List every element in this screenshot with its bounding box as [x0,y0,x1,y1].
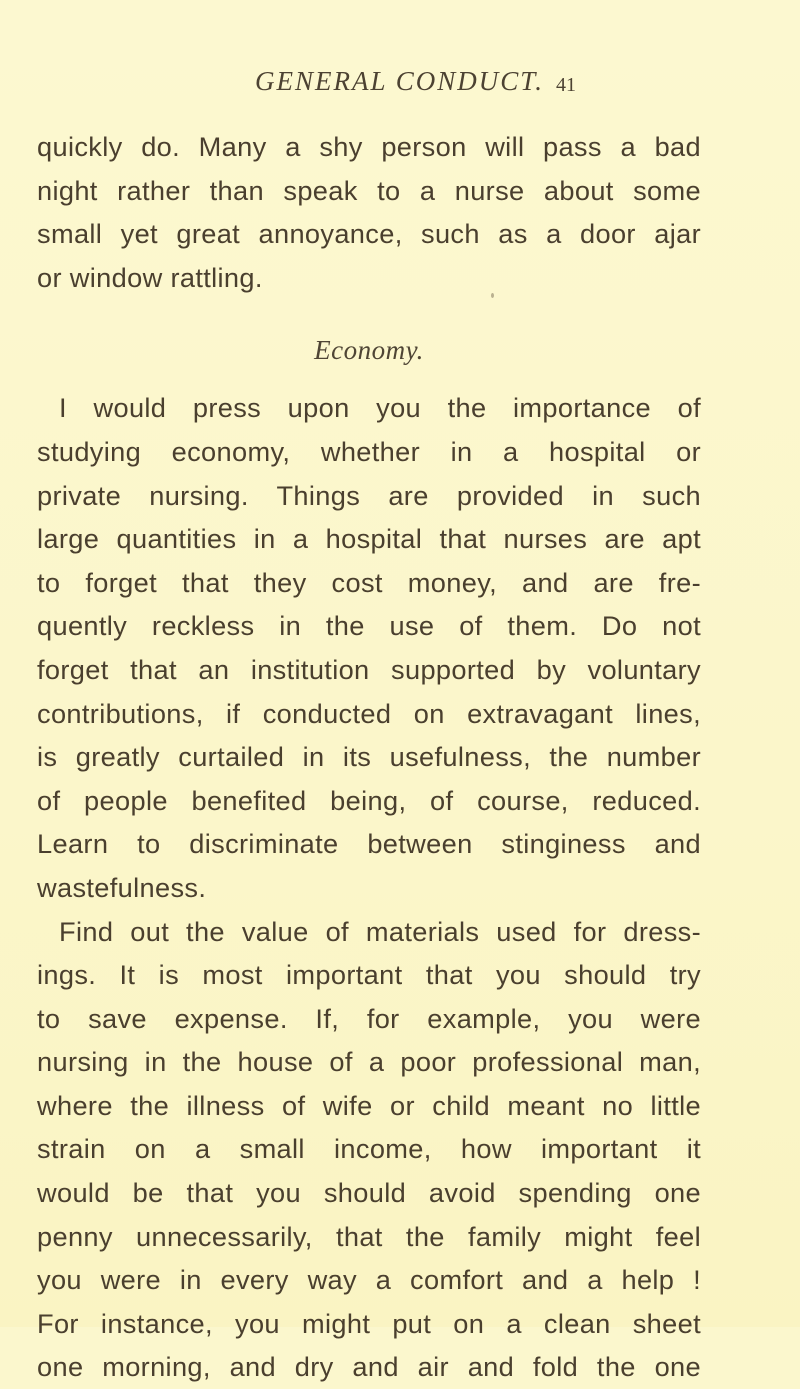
text-line: I would press upon you the importance of [37,386,701,430]
text-line: nursing in the house of a poor professional man, [37,1040,701,1084]
text-line: wastefulness. [37,866,701,910]
paragraph-economy [37,386,701,909]
text-line: studying economy, whether in a hospital or [37,430,701,474]
text-line: quickly do. Many a shy person will pass a bad [37,125,701,169]
text-line: ings. It is most important that you should try [37,953,701,997]
running-head [0,66,800,106]
paragraph-dressings [37,910,701,1389]
section-heading-row [37,299,701,386]
paragraph-continued [37,125,701,299]
text-line: Find out the value of materials used for dress- [37,910,701,954]
page-number: 41 [556,74,576,97]
text-line: large quantities in a hospital that nurses are apt [37,517,701,561]
text-line: private nursing. Things are provided in such [37,474,701,518]
text-line: For instance, you might put on a clean sheet [37,1302,701,1346]
text-line: penny unnecessarily, that the family might feel [37,1215,701,1259]
section-heading: Economy. [37,307,701,394]
text-line: strain on a small income, how important it [37,1127,701,1171]
text-line: you were in every way a comfort and a help ! [37,1258,701,1302]
text-line: quently reckless in the use of them. Do not [37,604,701,648]
text-line: Learn to discriminate between stinginess and [37,822,701,866]
text-line: is greatly curtailed in its usefulness, the number [37,735,701,779]
text-line: to save expense. If, for example, you were [37,997,701,1041]
running-title: GENERAL CONDUCT. [255,66,544,97]
text-line: forget that an institution supported by voluntary [37,648,701,692]
text-line: to forget that they cost money, and are fre- [37,561,701,605]
text-line: contributions, if conducted on extravagant lines, [37,692,701,736]
text-line: one morning, and dry and air and fold the one [37,1345,701,1389]
body-text [37,125,701,1389]
text-line: of people benefited being, of course, reduced. [37,779,701,823]
text-line: small yet great annoyance, such as a door ajar [37,212,701,256]
text-line: night rather than speak to a nurse about some [37,169,701,213]
text-line: or window rattling. [37,256,701,300]
text-line: would be that you should avoid spending one [37,1171,701,1215]
text-line: where the illness of wife or child meant no little [37,1084,701,1128]
